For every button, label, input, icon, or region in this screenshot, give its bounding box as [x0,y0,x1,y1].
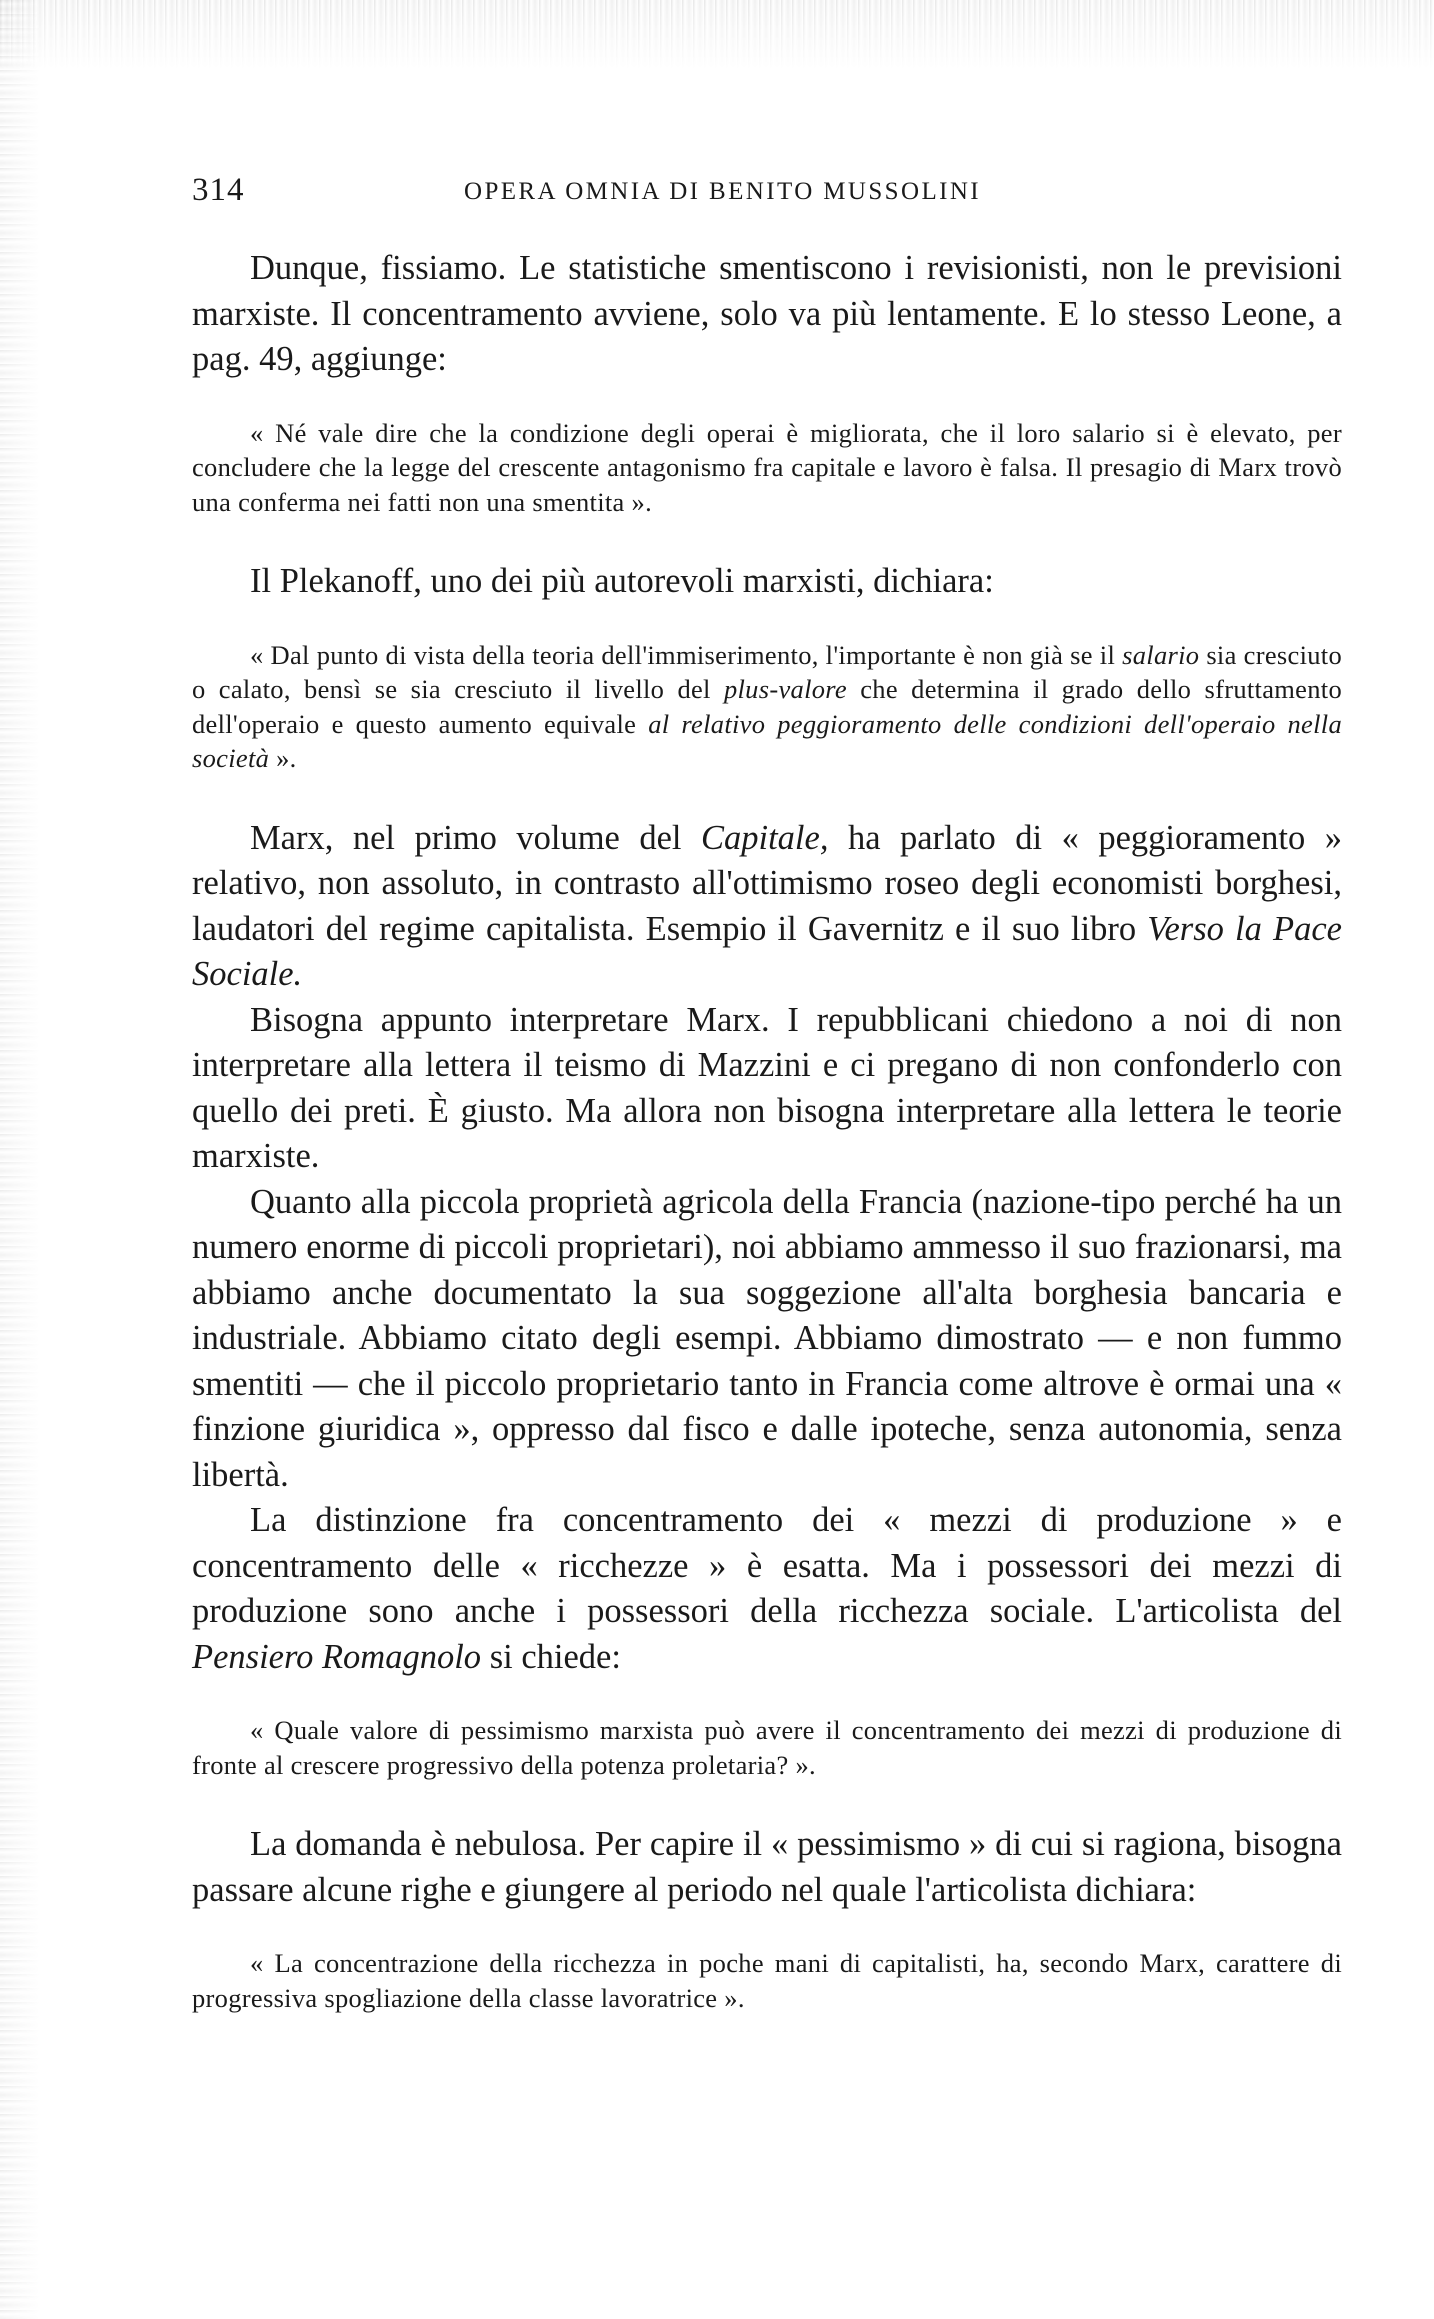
paragraph-5: Quanto alla piccola proprietà agricola della Francia (nazione-tipo perché ha un numero enorme di piccoli proprietari), noi abbiamo ammesso il suo frazionarsi, ma abbiamo anche documentato la sua soggezione all'alta borghesia bancaria e industriale. Abbiamo citato degli esempi. Abbiamo dimostrato — e non fummo smentiti — che il piccolo proprietario tanto in Francia come altrove è ormai una « finzione giuridica », oppresso dal fisco e dalle ipoteche, senza autonomia, senza libertà. [192,1182,1342,1494]
paragraph-6-part-1: La distinzione fra concentramento dei « mezzi di produzione » e concentramento delle « ricchezze » è esatta. Ma i possessori dei mezzi di produzione sono anche i possessori della ricchezza sociale. L'articolista del [192,1501,1342,1630]
paragraph-3-part-2: ha parlato di « peggioramento » relativo, non assoluto, in contrasto all'ottimismo roseo degli economisti borghesi, laudatori del regime capitalista. Esempio il Gavernitz e il suo libro [192,818,1342,948]
paragraph-6-italic-1: Pensiero Romagnolo [192,1637,482,1676]
quote-articolista: « La concentrazione della ricchezza in poche mani di capitalisti, ha, secondo Marx, carattere di progressiva spogliazione della classe lavoratrice ». [192,1948,1342,2013]
page-number: 314 [192,172,245,208]
page-header [192,172,1342,212]
scan-edge-top [0,0,1434,70]
quote-plekanoff-italic-3: al relativo peggioramento delle condizioni dell'operaio nella società [192,708,1342,773]
quote-plekanoff-part-4: ». [269,743,297,773]
quote-plekanoff-italic-1: salario [1122,639,1200,670]
paragraph-4: Bisogna appunto interpretare Marx. I repubblicani chiedono a noi di non interpretare alla lettera il teismo di Mazzini e ci pregano di non confonderlo con quello dei preti. È giusto. Ma allora non bisogna interpretare alla lettera le teorie marxiste. [192,1000,1342,1175]
page-body [192,246,1342,2015]
paragraph-3-italic-1: Capitale, [700,818,829,857]
quote-plekanoff-part-3: che determina il grado dello sfruttamento dell'operaio e questo aumento equivale [192,674,1342,739]
quote-plekanoff-part-1: « Dal punto di vista della teoria dell'immiserimento, l'importante è non già se il [250,639,1123,670]
paragraph-3-part-1: Marx, nel primo volume del [250,818,701,857]
quote-leone: « Né vale dire che la condizione degli operai è migliorata, che il loro salario si è elevato, per concludere che la legge del crescente antagonismo fra capitale e lavoro è falsa. Il presagio di Marx trovò una conferma nei fatti non una smentita ». [192,417,1342,517]
paragraph-3 [192,816,1342,998]
quote-pensiero: « Quale valore di pessimismo marxista può avere il concentramento dei mezzi di produzione di fronte al crescere progressivo della potenza proletaria? ». [192,1715,1342,1780]
quote-plekanoff-italic-2: plus-valore [723,674,847,704]
quote-plekanoff [192,638,1342,776]
scan-edge-left [0,0,40,2319]
running-title: OPERA OMNIA DI BENITO MUSSOLINI [464,178,982,205]
paragraph-6 [192,1498,1342,1680]
paragraph-1: Dunque, fissiamo. Le statistiche smentiscono i revisionisti, non le previsioni marxiste. Il concentramento avviene, solo va più lentamente. E lo stesso Leone, a pag. 49, aggiunge: [192,249,1342,378]
paragraph-3-italic-2: Verso la Pace Sociale. [192,909,1342,993]
paragraph-2: Il Plekanoff, uno dei più autorevoli marxisti, dichiara: [250,562,994,600]
paragraph-7: La domanda è nebulosa. Per capire il « pessimismo » di cui si ragiona, bisogna passare alcune righe e giungere al periodo nel quale l'articolista dichiara: [192,1825,1342,1909]
quote-plekanoff-part-2: sia cresciuto o calato, bensì se sia cresciuto il livello del [192,639,1342,704]
paragraph-6-part-2: si chiede: [481,1637,621,1676]
